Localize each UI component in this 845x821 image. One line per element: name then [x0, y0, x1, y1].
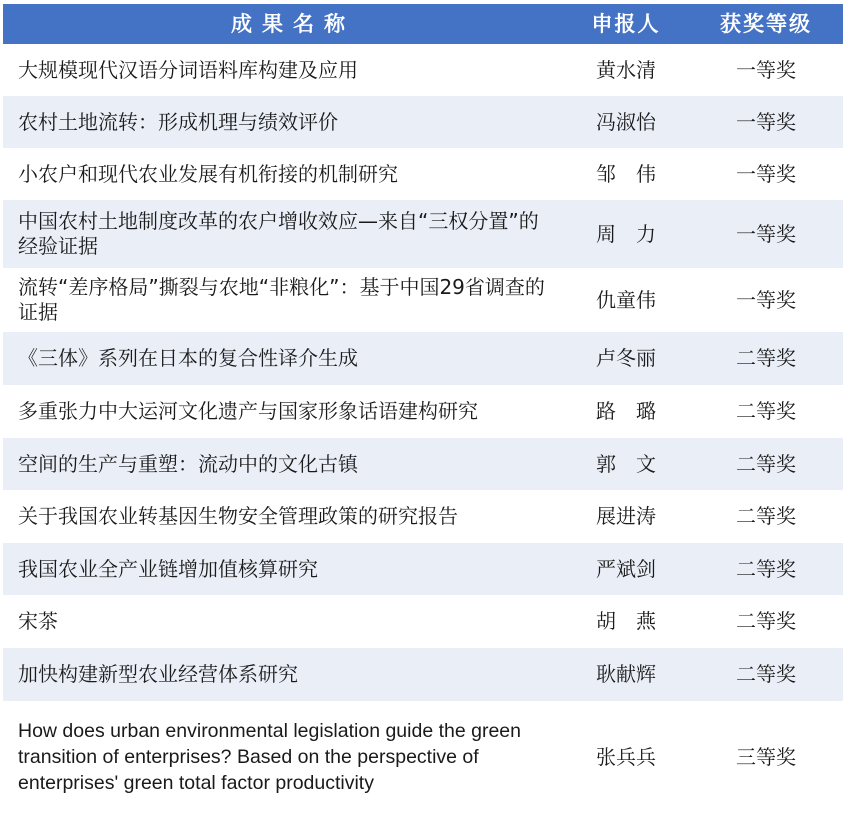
row-person: 冯淑怡	[596, 109, 656, 134]
table-row	[3, 648, 843, 701]
row-person: 路 璐	[596, 399, 656, 423]
row-person: 周 力	[596, 221, 656, 246]
awards-table	[3, 4, 843, 813]
row-person: 耿献辉	[596, 662, 656, 686]
row-person: 郭 文	[596, 451, 656, 476]
row-award: 二等奖	[736, 399, 796, 423]
table-row	[3, 268, 843, 332]
table-row	[3, 332, 843, 385]
row-award: 二等奖	[736, 451, 796, 476]
row-person: 胡 燕	[596, 609, 656, 633]
row-award: 一等奖	[736, 161, 796, 186]
table-row	[3, 44, 843, 96]
row-title: 关于我国农业转基因生物安全管理政策的研究报告	[18, 504, 458, 528]
row-title: 大规模现代汉语分词语料库构建及应用	[18, 57, 358, 82]
row-person: 展进涛	[596, 504, 656, 528]
row-person: 邹 伟	[596, 161, 656, 186]
row-title: 我国农业全产业链增加值核算研究	[18, 556, 318, 581]
row-award: 一等奖	[736, 287, 796, 312]
row-award: 二等奖	[736, 556, 796, 581]
header-title-col: 成果名称	[231, 11, 355, 36]
row-award: 一等奖	[736, 221, 796, 246]
row-title: 中国农村土地制度改革的农户增收效应—来自“三权分置”的经验证据	[18, 209, 539, 258]
table-header	[3, 4, 843, 44]
table-row	[3, 200, 843, 268]
row-award: 二等奖	[736, 504, 796, 528]
table-row	[3, 595, 843, 648]
row-person: 仇童伟	[596, 287, 656, 312]
row-title: 加快构建新型农业经营体系研究	[18, 662, 298, 686]
row-person: 黄水清	[596, 57, 656, 82]
table-row	[3, 438, 843, 490]
row-title: 流转“差序格局”撕裂与农地“非粮化”：基于中国29省调查的证据	[18, 275, 545, 324]
row-title: 农村土地流转：形成机理与绩效评价	[18, 109, 338, 134]
header-person-col: 申报人	[591, 11, 661, 36]
table-row	[3, 96, 843, 148]
row-award: 三等奖	[736, 744, 796, 769]
table-row	[3, 148, 843, 200]
row-person: 严斌剑	[596, 556, 656, 581]
table-row	[3, 543, 843, 595]
table-row	[3, 490, 843, 543]
row-title: 小农户和现代农业发展有机衔接的机制研究	[18, 161, 398, 186]
row-title: 宋茶	[18, 609, 58, 633]
row-award: 一等奖	[736, 57, 796, 82]
row-person: 张兵兵	[596, 744, 656, 769]
row-person: 卢冬丽	[596, 346, 656, 370]
row-award: 二等奖	[736, 662, 796, 686]
table-row	[3, 701, 843, 813]
row-award: 二等奖	[736, 609, 796, 633]
header-award-col: 获奖等级	[720, 11, 812, 36]
table-row	[3, 385, 843, 438]
row-award: 一等奖	[736, 109, 796, 134]
row-award: 二等奖	[736, 346, 796, 370]
row-title: How does urban environmental legislation guide the green transition of enterprises? Based on the perspective of enterprises' green total factor productivity	[18, 720, 521, 794]
row-title: 《三体》系列在日本的复合性译介生成	[18, 346, 358, 370]
row-title: 多重张力中大运河文化遗产与国家形象话语建构研究	[18, 399, 478, 423]
row-title: 空间的生产与重塑：流动中的文化古镇	[18, 451, 358, 476]
